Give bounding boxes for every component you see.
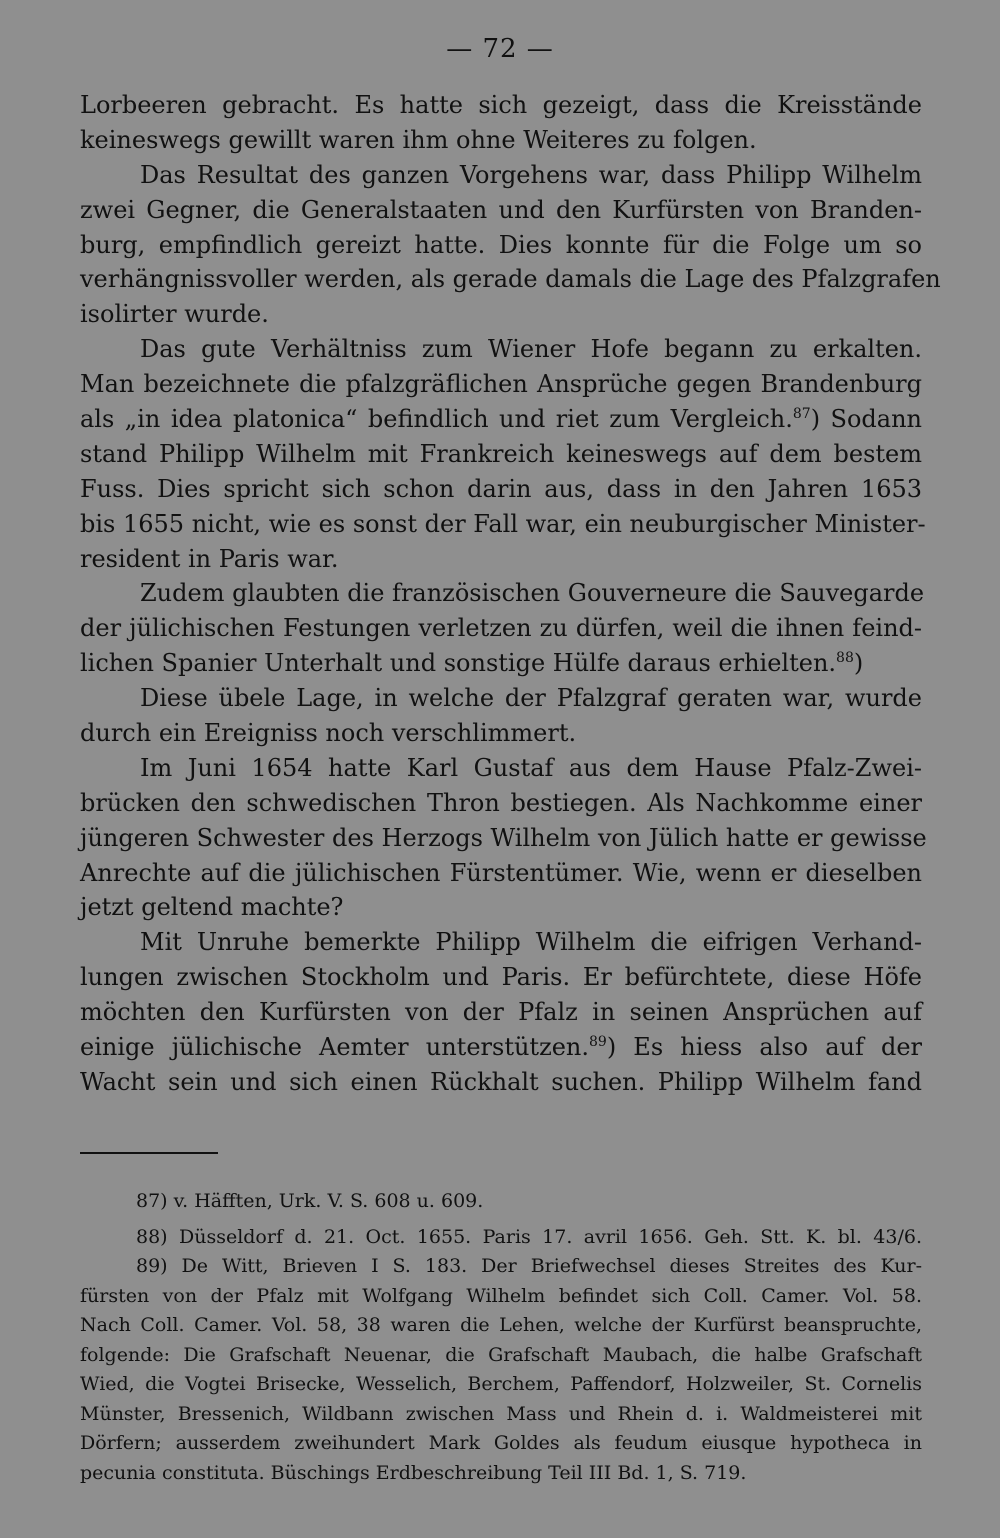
footnote-line-text: Dörfern; ausserdem zweihundert Mark Goldes als feudum eiusque hypotheca in [80, 1432, 922, 1454]
body-line [80, 995, 922, 1030]
body-line-text: jetzt geltend machte? [80, 893, 344, 922]
body-line [80, 472, 922, 507]
body-line [80, 507, 926, 542]
body-line [80, 611, 922, 646]
body-line [80, 332, 922, 367]
footnote-line [80, 1311, 922, 1341]
body-line [80, 751, 922, 786]
body-line-text: brücken den schwedischen Thron bestiegen. Als Nachkomme einer [80, 788, 922, 817]
body-line [80, 890, 922, 925]
body-line-text: Lorbeeren gebracht. Es hatte sich gezeigt, dass die Kreisstände [80, 91, 922, 119]
footnote-line [80, 1429, 922, 1459]
body-line-text: bis 1655 nicht, wie es sonst der Fall war, ein neuburgischer Minister- [80, 509, 926, 538]
body-line [80, 123, 922, 158]
body-line-text: durch ein Ereigniss noch verschlimmert. [80, 719, 577, 748]
body-line [80, 88, 922, 123]
body-line [80, 681, 922, 716]
body-line-text: zwei Gegner, die Generalstaaten und den Kurfürsten von Branden- [80, 195, 922, 224]
footnote-reference: 87 [792, 406, 811, 423]
footnote-reference: 89 [589, 1034, 607, 1051]
footnote-line-text: 89) De Witt, Brieven I S. 183. Der Briefwechsel dieses Streites des Kur- [136, 1255, 922, 1277]
footnote-line-text: pecunia constituta. Büschings Erdbeschreibung Teil III Bd. 1, S. 719. [80, 1461, 747, 1484]
body-line-text: Zudem glaubten die französischen Gouverneure die Sauvegarde [140, 579, 925, 608]
body-line [80, 228, 922, 263]
body-line-text: burg, empfindlich gereizt hatte. Dies konnte für die Folge um so [80, 230, 922, 259]
body-line-text: Das gute Verhältniss zum Wiener Hofe begann zu erkalten. [140, 335, 922, 364]
page-number: — 72 — [446, 34, 554, 64]
footnote-line-text: 88) Düsseldorf d. 21. Oct. 1655. Paris 17. avril 1656. Geh. Stt. K. bl. 43/6. [136, 1225, 922, 1248]
body-line [80, 1030, 922, 1065]
body-line-text-continued: ) [853, 649, 864, 678]
body-line-text: Anrechte auf die jülichischen Fürstentümer. Wie, wenn er dieselben [80, 858, 922, 887]
body-line [80, 193, 922, 228]
footnote-line [80, 1341, 922, 1371]
body-line [80, 1065, 922, 1100]
body-line-text: Diese übele Lage, in welche der Pfalzgraf geraten war, wurde [140, 684, 922, 713]
body-line-text: lichen Spanier Unterhalt und sonstige Hülfe daraus erhielten. [80, 649, 837, 678]
footnote-line [80, 1459, 922, 1489]
body-line-text: lungen zwischen Stockholm und Paris. Er befürchtete, diese Höfe [80, 963, 922, 992]
footnote-line-text: Nach Coll. Camer. Vol. 58, 38 waren die Lehen, welche der Kurfürst beanspruchte, [80, 1314, 922, 1336]
body-line-text-continued: ) Sodann [810, 405, 923, 434]
body-line-text: Mit Unruhe bemerkte Philipp Wilhelm die eifrigen Verhand- [140, 928, 922, 957]
footnote-line-text: Münster, Bressenich, Wildbann zwischen Mass und Rhein d. i. Waldmeisterei mit [80, 1402, 922, 1425]
footnote-reference: 88 [836, 650, 854, 667]
body-line [80, 646, 922, 681]
body-line-text: resident in Paris war. [80, 544, 339, 573]
body-line-text-continued: ) Es hiess also auf der [606, 1033, 922, 1062]
body-line-text: einige jülichische Aemter unterstützen. [80, 1033, 589, 1062]
body-line [80, 402, 922, 437]
body-line [80, 297, 922, 332]
body-line-text: isolirter wurde. [80, 300, 269, 329]
body-line [80, 437, 922, 472]
body-line-text: jüngeren Schwester des Herzogs Wilhelm von Jülich hatte er gewisse [80, 823, 927, 852]
footnote-line-text: fürsten von der Pfalz mit Wolfgang Wilhelm befindet sich Coll. Camer. Vol. 58. [80, 1284, 922, 1307]
main-text [80, 88, 941, 1100]
body-line [80, 960, 922, 995]
body-line-text: verhängnissvoller werden, als gerade damals die Lage des Pfalzgrafen [80, 265, 941, 294]
body-line-text: Das Resultat des ganzen Vorgehens war, dass Philipp Wilhelm [140, 160, 922, 189]
footnote-line-text: 87) v. Häfften, Urk. V. S. 608 u. 609. [136, 1190, 484, 1212]
body-line [80, 856, 922, 891]
footnote-line [80, 1370, 922, 1400]
footnote-line [80, 1187, 922, 1217]
body-line [80, 262, 941, 297]
footnote-line [80, 1252, 922, 1282]
body-line [80, 542, 922, 577]
footnote-line [80, 1282, 922, 1312]
body-line [80, 367, 922, 402]
body-line-text: Wacht sein und sich einen Rückhalt suchen. Philipp Wilhelm fand [80, 1067, 922, 1096]
body-line [80, 158, 922, 193]
body-line [80, 821, 927, 856]
body-line-text: als „in idea platonica“ befindlich und riet zum Vergleich. [80, 405, 793, 434]
body-line [80, 576, 925, 611]
footnote-line-text: folgende: Die Grafschaft Neuenar, die Grafschaft Maubach, die halbe Grafschaft [80, 1343, 922, 1366]
body-line-text: möchten den Kurfürsten von der Pfalz in seinen Ansprüchen auf [80, 998, 922, 1027]
footnote-separator [80, 1152, 218, 1154]
body-line-text: Fuss. Dies spricht sich schon darin aus, dass in den Jahren 1653 [80, 474, 922, 503]
body-line-text: Im Juni 1654 hatte Karl Gustaf aus dem Hause Pfalz-Zwei- [140, 753, 922, 782]
body-line [80, 925, 922, 960]
body-line-text: Man bezeichnete die pfalzgräflichen Ansprüche gegen Brandenburg [80, 370, 922, 399]
footnote-line [80, 1223, 922, 1253]
body-line-text: keineswegs gewillt waren ihm ohne Weiteres zu folgen. [80, 125, 757, 154]
footnotes [80, 1187, 922, 1488]
body-line [80, 716, 922, 751]
body-line-text: stand Philipp Wilhelm mit Frankreich keineswegs auf dem bestem [80, 439, 922, 468]
body-line-text: der jülichischen Festungen verletzen zu dürfen, weil die ihnen feind- [80, 614, 922, 643]
footnote-line [80, 1400, 922, 1430]
body-line [80, 786, 922, 821]
footnote-line-text: Wied, die Vogtei Brisecke, Wesselich, Berchem, Paffendorf, Holzweiler, St. Cornelis [80, 1373, 922, 1395]
